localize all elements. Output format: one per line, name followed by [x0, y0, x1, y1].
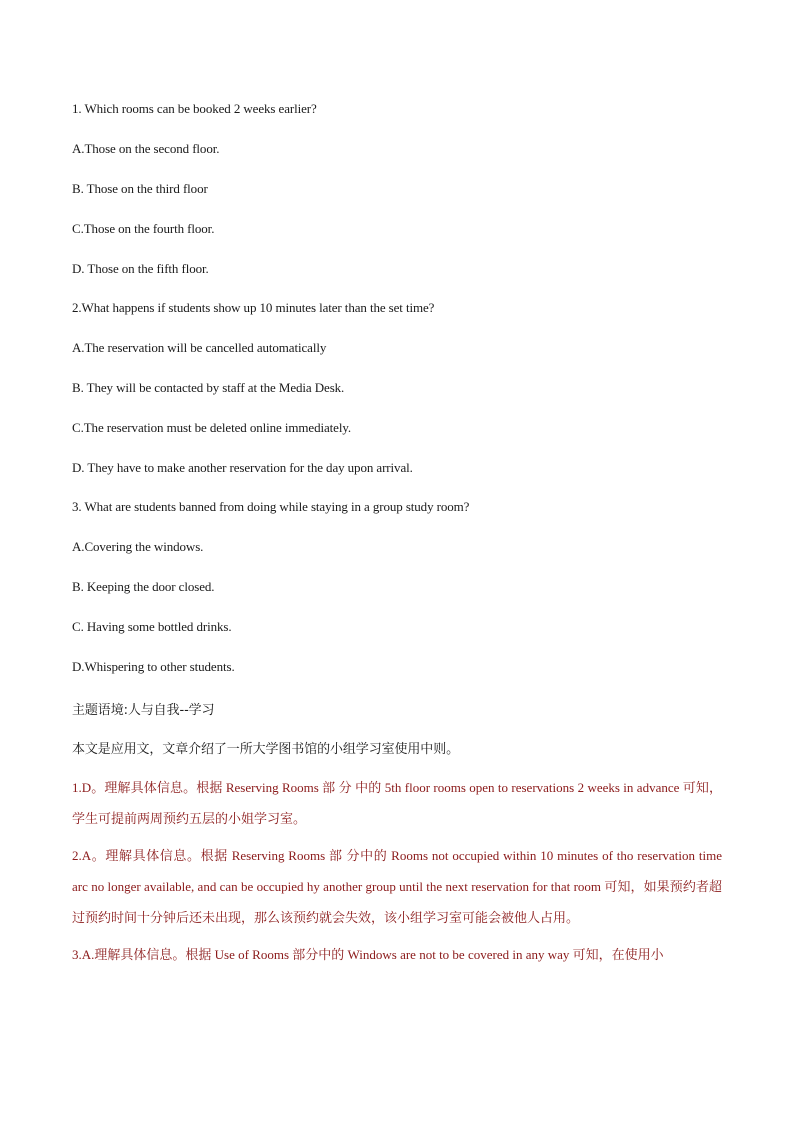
- theme-context-line: 主题语境:人与自我--学习: [72, 703, 215, 718]
- question-3-option-b: B. Keeping the door closed.: [72, 579, 215, 594]
- question-1-option-c: C.Those on the fourth floor.: [72, 221, 215, 236]
- question-2-option-a: A.The reservation will be cancelled automatically: [72, 340, 327, 355]
- answer-1-explanation: 1.D。理解具体信息。根据 Reserving Rooms 部 分 中的 5th floor rooms open to reservations 2 weeks in advance 可知，学生可提前两周预约五层的小姐学习室。: [72, 780, 722, 826]
- question-3-option-a: A.Covering the windows.: [72, 539, 204, 554]
- question-1-stem: 1. Which rooms can be booked 2 weeks earlier?: [72, 101, 317, 116]
- question-1-option-b: B. Those on the third floor: [72, 181, 208, 196]
- answer-3-explanation: 3.A.理解具体信息。根据 Use of Rooms 部分中的 Windows are not to be covered in any way 可知，在使用小: [72, 947, 664, 962]
- question-3-option-c: C. Having some bottled drinks.: [72, 619, 232, 634]
- answer-explanations: [72, 772, 722, 970]
- question-3-option-d: D.Whispering to other students.: [72, 659, 235, 674]
- question-2-stem: 2.What happens if students show up 10 minutes later than the set time?: [72, 300, 435, 315]
- question-1-option-a: A.Those on the second floor.: [72, 141, 220, 156]
- question-2-option-b: B. They will be contacted by staff at the Media Desk.: [72, 380, 345, 395]
- question-3-stem: 3. What are students banned from doing while staying in a group study room?: [72, 499, 470, 514]
- question-2-option-c: C.The reservation must be deleted online immediately.: [72, 420, 352, 435]
- question-2-option-d: D. They have to make another reservation for the day upon arrival.: [72, 460, 413, 475]
- question-1-option-d: D. Those on the fifth floor.: [72, 261, 209, 276]
- answer-2-explanation: 2.A。理解具体信息。根据 Reserving Rooms 部 分中的 Rooms not occupied within 10 minutes of tho reservation time arc no longer available, and can be occupied hy another group until the next reservation for that room 可知，如果预约者超过预约时间十分钟后还未出现，那么该预约就会失效，该小组学习室可能会被他人占用。: [72, 848, 722, 925]
- passage-summary-line: 本文是应用文，文章介绍了一所大学图书馆的小组学习室使用中则。: [72, 742, 460, 757]
